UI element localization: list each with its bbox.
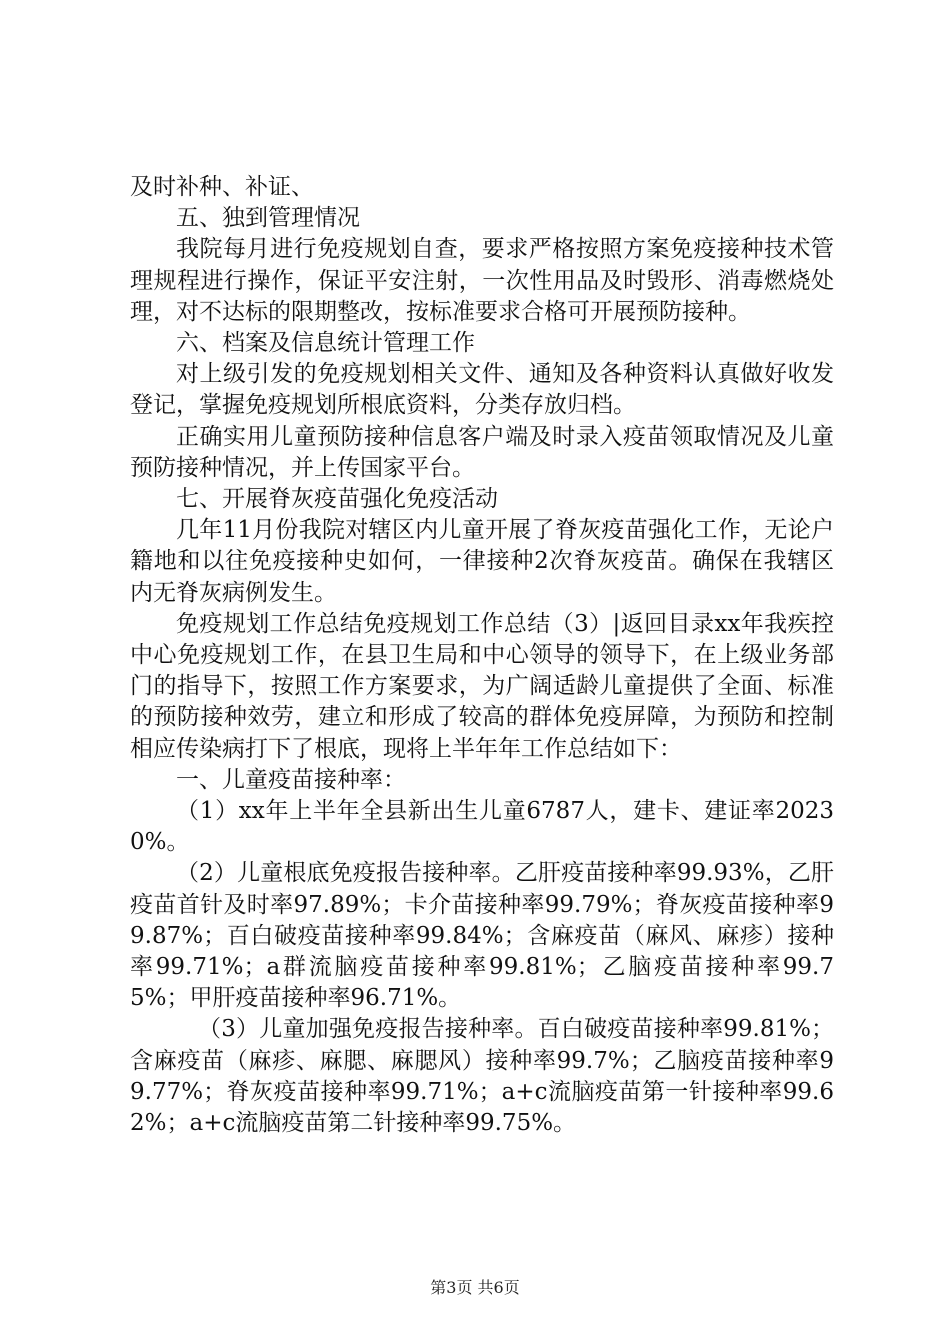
- paragraph: （3）儿童加强免疫报告接种率。百白破疫苗接种率99.81%；含麻疫苗（麻疹、麻腮、麻腮风）接种率99.7%；乙脑疫苗接种率99.77%；脊灰疫苗接种率99.71%；a+c流脑疫苗第一针接种率99.62%；a+c流脑疫苗第二针接种率99.75%。: [130, 1016, 834, 1137]
- paragraph: （2）儿童根底免疫报告接种率。乙肝疫苗接种率99.93%，乙肝疫苗首针及时率97.89%；卡介苗接种率99.79%；脊灰疫苗接种率99.87%；百白破疫苗接种率99.84%；含麻疫苗（麻风、麻疹）接种率99.71%；a群流脑疫苗接种率99.81%；乙脑疫苗接种率99.75%；甲肝疫苗接种率96.71%。: [130, 860, 834, 1012]
- section-heading-5: 五、独到管理情况: [176, 205, 360, 232]
- paragraph: 几年11月份我院对辖区内儿童开展了脊灰疫苗强化工作，无论户籍地和以往免疫接种史如何，一律接种2次脊灰疫苗。确保在我辖区内无脊灰病例发生。: [130, 517, 834, 606]
- document-body: [130, 172, 834, 1139]
- paragraph: 及时补种、补证、: [130, 174, 314, 200]
- paragraph: 正确实用儿童预防接种信息客户端及时录入疫苗领取情况及儿童预防接种情况，并上传国家平台。: [130, 423, 834, 481]
- section-heading-1: 一、儿童疫苗接种率：: [176, 766, 406, 793]
- paragraph: 对上级引发的免疫规划相关文件、通知及各种资料认真做好收发登记，掌握免疫规划所根底资料，分类存放归档。: [130, 361, 834, 419]
- paragraph: （1）xx年上半年全县新出生儿童6787人，建卡、建证率20230%。: [130, 798, 834, 856]
- section-heading-6: 六、档案及信息统计管理工作: [176, 330, 475, 357]
- paragraph: 免疫规划工作总结免疫规划工作总结（3）|返回目录xx年我疾控中心免疫规划工作，在县卫生局和中心领导的领导下，在上级业务部门的指导下，按照工作方案要求，为广阔适龄儿童提供了全面、标准的预防接种效劳，建立和形成了较高的群体免疫屏障，为预防和控制相应传染病打下了根底，现将上半年年工作总结如下：: [130, 610, 834, 762]
- page-number: 第3页 共6页: [430, 1278, 520, 1297]
- section-heading-7: 七、开展脊灰疫苗强化免疫活动: [176, 486, 498, 513]
- page-footer: [0, 1275, 950, 1298]
- paragraph: 我院每月进行免疫规划自查，要求严格按照方案免疫接种技术管理规程进行操作，保证平安注射，一次性用品及时毁形、消毒燃烧处理，对不达标的限期整改，按标准要求合格可开展预防接种。: [130, 236, 834, 325]
